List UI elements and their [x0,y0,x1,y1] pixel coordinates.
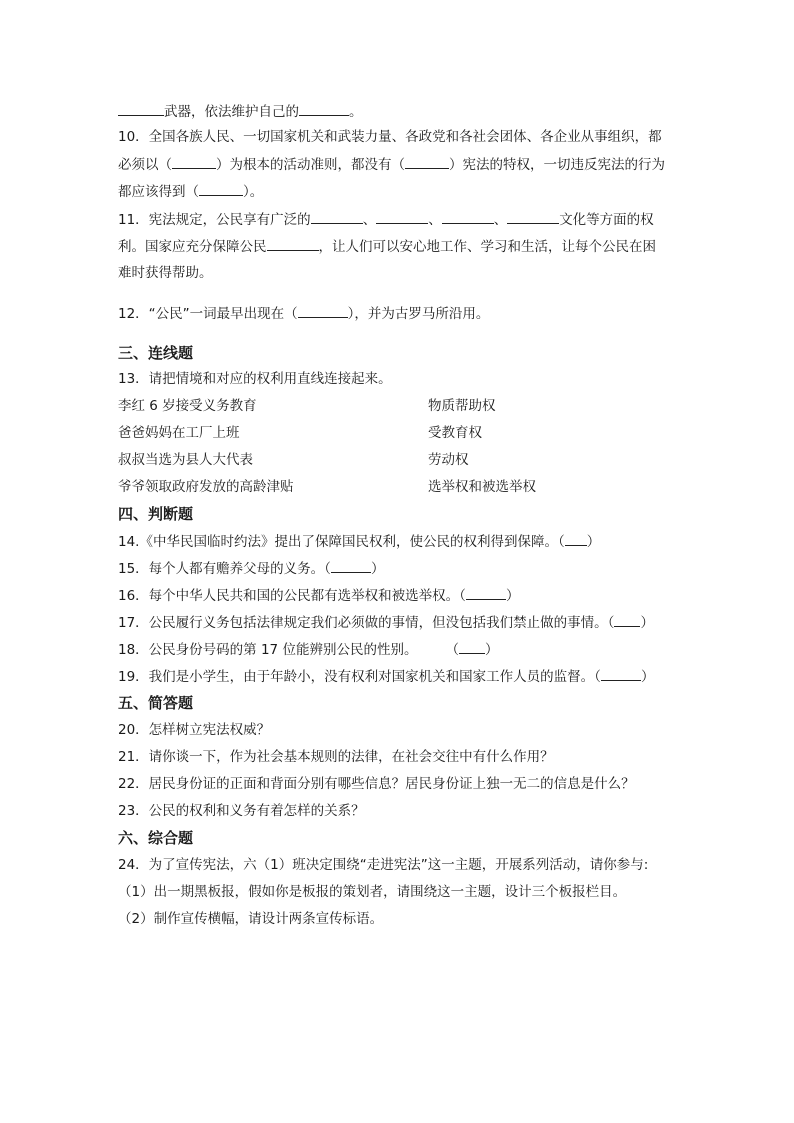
question-10-line-3: 都应该得到（ ）。 [118,184,264,200]
question-24-stem: 24．为了宣传宪法，六（1）班决定围绕“走进宪法”这一主题，开展系列活动，请你参与: [118,857,649,873]
question-17: 17．公民履行义务包括法律规定我们必须做的事情，但没包括我们禁止做的事情。（ ） [118,615,654,631]
question-16: 16．每个中华人民共和国的公民都有选举权和被选举权。（ ） [118,588,520,604]
question-23: 23．公民的权利和义务有着怎样的关系？ [118,803,365,819]
question-10-line-1: 10．全国各族人民、一切国家机关和武装力量、各政党和各社会团体、各企业从事组织，都 [118,129,662,145]
matching-right-item[interactable]: 选举权和被选举权 [428,479,536,495]
question-11-line-3: 难时获得帮助。 [118,265,213,281]
answer-blank[interactable] [172,155,216,169]
question-24-part-1: （1）出一期黑板报，假如你是板报的策划者，请围绕这一主题，设计三个板报栏目。 [118,884,627,900]
question-11-line-1: 11．宪法规定，公民享有广泛的 、 、 、 文化等方面的权 [118,212,654,228]
section-5-heading: 五、简答题 [118,694,194,712]
matching-left-item[interactable]: 李红 6 岁接受义务教育 [118,398,257,414]
matching-left-item[interactable]: 爸爸妈妈在工厂上班 [118,425,240,441]
question-22: 22．居民身份证的正面和背面分别有哪些信息？居民身份证上独一无二的信息是什么？ [118,776,635,792]
question-15: 15．每个人都有赡养父母的义务。（ ） [118,561,385,577]
question-21: 21．请你谈一下，作为社会基本规则的法律，在社会交往中有什么作用？ [118,749,554,765]
answer-blank[interactable] [565,532,587,546]
question-12: 12．“公民”一词最早出现在（ ），并为古罗马所沿用。 [118,306,490,322]
matching-left-item[interactable]: 叔叔当选为县人大代表 [118,452,253,468]
answer-blank[interactable] [507,210,559,224]
question-20: 20．怎样树立宪法权威？ [118,722,271,738]
answer-blank[interactable] [376,210,428,224]
question-18: 18．公民身份号码的第 17 位能辨别公民的性别。 （ ） [118,642,499,658]
answer-blank[interactable] [311,210,363,224]
answer-blank[interactable] [267,237,319,251]
question-14: 14.《中华民国临时约法》提出了保障国民权利，使公民的权利得到保障。（ ） [118,534,601,550]
answer-blank[interactable] [459,640,485,654]
answer-blank[interactable] [442,210,494,224]
answer-blank[interactable] [299,102,349,116]
answer-blank[interactable] [466,586,506,600]
question-19: 19．我们是小学生，由于年龄小，没有权利对国家机关和国家工作人员的监督。（ ） [118,669,655,685]
section-3-heading: 三、连线题 [118,344,194,362]
section-4-heading: 四、判断题 [118,505,194,523]
answer-blank[interactable] [199,182,243,196]
answer-blank[interactable] [614,613,640,627]
answer-blank[interactable] [405,155,449,169]
question-24-part-2: （2）制作宣传横幅，请设计两条宣传标语。 [118,911,384,927]
matching-right-item[interactable]: 劳动权 [428,452,469,468]
section-6-heading: 六、综合题 [118,829,194,847]
question-11-line-2: 利。国家应充分保障公民 ，让人们可以安心地工作、学习和生活，让每个公民在困 [118,239,656,255]
question-10-line-2: 必须以（ ）为根本的活动准则，都没有（ ）宪法的特权，一切违反宪法的行为 [118,157,665,173]
answer-blank[interactable] [331,559,371,573]
matching-left-item[interactable]: 爷爷领取政府发放的高龄津贴 [118,479,294,495]
answer-blank[interactable] [298,304,348,318]
question-13-stem: 13．请把情境和对应的权利用直线连接起来。 [118,371,392,387]
question-9-tail: 武器，依法维护自己的 。 [118,102,363,121]
answer-blank[interactable] [118,102,164,116]
matching-right-item[interactable]: 物质帮助权 [428,398,496,414]
matching-right-item[interactable]: 受教育权 [428,425,482,441]
answer-blank[interactable] [601,667,641,681]
